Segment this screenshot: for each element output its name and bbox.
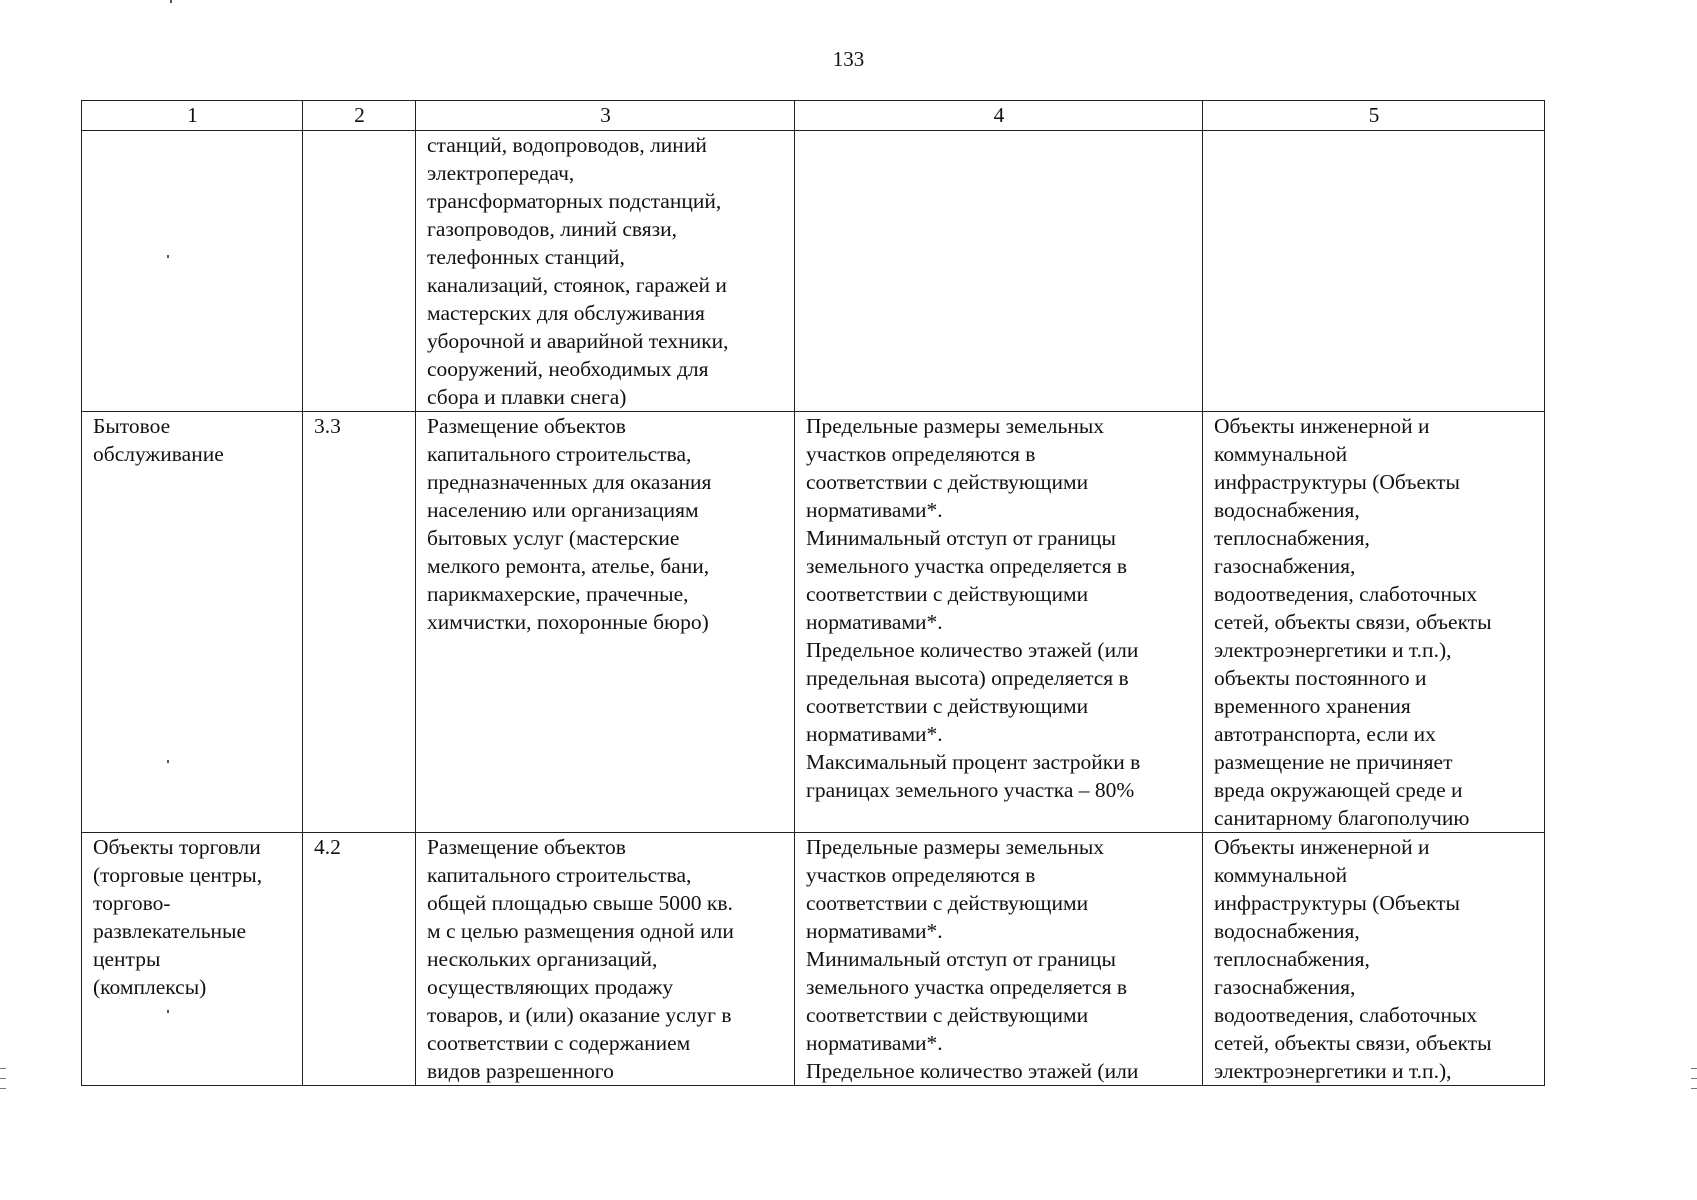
scan-edge-mark — [1691, 1078, 1697, 1079]
scan-edge-mark — [0, 1088, 6, 1089]
scan-edge-mark — [1691, 1068, 1697, 1069]
cell-code: 4.2 — [303, 833, 416, 1086]
cell-parameters: Предельные размеры земельных участков определяются в соответствии с действующими нормативами*. Минимальный отступ от границы земельного участка определяется в соответствии с действующими нормативами*. Предельное количество этажей (или предельная высота) определяется в соответствии с действующими нормативами*. Максимальный процент застройки в границах земельного участка – 80% — [795, 412, 1203, 833]
cell-code — [303, 131, 416, 412]
cell-use-type: Бытовое обслуживание — [82, 412, 303, 833]
cell-parameters — [795, 131, 1203, 412]
table-row — [82, 412, 1545, 833]
table-row — [82, 833, 1545, 1086]
cell-auxiliary-uses — [1203, 131, 1545, 412]
table-row — [82, 131, 1545, 412]
cell-auxiliary-uses: Объекты инженерной и коммунальной инфраструктуры (Объекты водоснабжения, теплоснабжения, газоснабжения, водоотведения, слаботочных сетей, объекты связи, объекты электроэнергетики и т.п.), — [1203, 833, 1545, 1086]
column-header-3: 3 — [416, 101, 795, 131]
cell-use-type — [82, 131, 303, 412]
column-header-4: 4 — [795, 101, 1203, 131]
cell-auxiliary-uses: Объекты инженерной и коммунальной инфраструктуры (Объекты водоснабжения, теплоснабжения, газоснабжения, водоотведения, слаботочных сетей, объекты связи, объекты электроэнергетики и т.п.), объекты постоянного и временного хранения автотранспорта, если их размещение не причиняет вреда окружающей среде и санитарному благополучию — [1203, 412, 1545, 833]
column-header-2: 2 — [303, 101, 416, 131]
cell-description: станций, водопроводов, линий электропередач, трансформаторных подстанций, газопроводов, линий связи, телефонных станций, канализаций, стоянок, гаражей и мастерских для обслуживания уборочной и аварийной техники, сооружений, необходимых для сбора и плавки снега) — [416, 131, 795, 412]
scan-edge-mark — [1691, 1088, 1697, 1089]
scan-edge-mark — [0, 1068, 6, 1069]
scan-speck — [167, 255, 169, 258]
cell-description: Размещение объектов капитального строительства, предназначенных для оказания населению или организациям бытовых услуг (мастерские мелкого ремонта, ателье, бани, парикмахерские, прачечные, химчистки, похоронные бюро) — [416, 412, 795, 833]
scan-speck — [167, 1010, 169, 1013]
cell-parameters: Предельные размеры земельных участков определяются в соответствии с действующими нормативами*. Минимальный отступ от границы земельного участка определяется в соответствии с действующими нормативами*. Предельное количество этажей (или — [795, 833, 1203, 1086]
column-header-1: 1 — [82, 101, 303, 131]
cell-description: Размещение объектов капитального строительства, общей площадью свыше 5000 кв. м с целью размещения одной или нескольких организаций, осуществляющих продажу товаров, и (или) оказание услуг в соответствии с содержанием видов разрешенного — [416, 833, 795, 1086]
page-number: 133 — [832, 47, 865, 71]
table-header-row — [82, 101, 1545, 131]
regulations-table — [81, 100, 1545, 1086]
scan-speck — [167, 760, 169, 763]
scan-edge-mark — [0, 1078, 6, 1079]
column-header-5: 5 — [1203, 101, 1545, 131]
scan-speck — [170, 0, 172, 3]
cell-code: 3.3 — [303, 412, 416, 833]
cell-use-type: Объекты торговли (торговые центры, торгово- развлекательные центры (комплексы) — [82, 833, 303, 1086]
